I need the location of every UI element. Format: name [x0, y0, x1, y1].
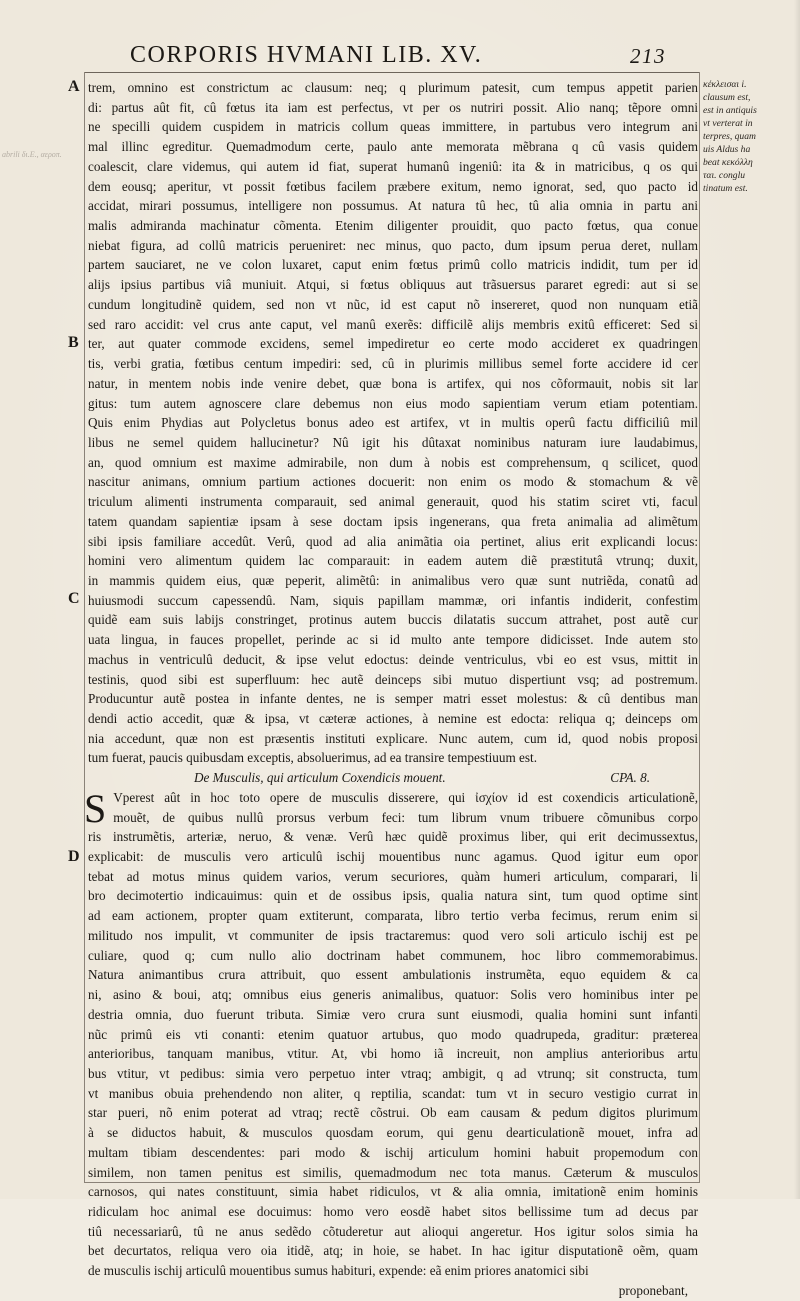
text-block-2-line: bus vtitur, vt pedibus: simia vero perpetuo inter vtraq; ambigit, q ad vtrunq; sit constructa, tum — [88, 1065, 698, 1081]
text-block-2-line: carnosos, qui nates constituunt, simia habet ridiculos, vt & alia omnia, imitationẽ enim hominis — [88, 1184, 698, 1200]
text-block-2-line: explicabit: de musculis vero articulû ischij mouentibus nunc agamus. Quod igitur eum opor — [88, 849, 698, 865]
text-block-2-line: culiare, quod q; cum nullo alio doctrinam habet communem, hoc libro commemorabimus. — [88, 947, 698, 963]
text-block-1-line: quidẽ eam suis labijs constringet, protinus autem buccis dilatatis succum attrahet, post autẽ cur — [88, 612, 698, 628]
header-rule — [84, 72, 700, 73]
text-block-1-line: cundum longitudinẽ quidem, sed non vt nũc, id est caput nõ insereret, quod non nunquam etiã — [88, 296, 698, 312]
text-block-1-line: huiusmodi succum capessendû. Nam, siquis papillam mammæ, ori infantis indiderit, confestim — [88, 592, 698, 608]
running-header — [130, 42, 690, 70]
text-block-2-line: destria omnia, duo fuerunt tributa. Simiæ vero crura sunt eiusmodi, qualia homini sunt infanti — [88, 1006, 698, 1022]
text-block-1-line: dendi actio accedit, quæ & ipsa, vt cæteræ actiones, à nemine est edocta: reliqua q; deinceps om — [88, 711, 698, 726]
marginal-note-line: vt verterat in — [703, 118, 753, 129]
text-block-1-line: an, quod omnium est maxime admirabile, non dum à nobis est comprehensum, q scilicet, quod — [88, 454, 698, 470]
text-block-1-line: nia accedunt, quæ non est præsentis instituti explicare. Nunc autem, cum id, quod nobis proposi — [88, 730, 698, 746]
text-block-1-line: niebat figura, ad collû matricis perueniret: nec minus, quo pacto, dum ipsum perua deret, nullam — [88, 237, 698, 253]
text-block-1-line: tum fuerat, paucis quibusdam exceptis, absoluerimus, ad ea transire tempestiuum est. — [88, 750, 537, 766]
text-block-1-line: tis, verbi gratia, fœtibus centum impediri: sed, cû in plurimis millibus semel forte accidere id cer — [88, 356, 698, 372]
section-letter-a: A — [68, 78, 80, 95]
marginal-note-line: terpres, quam — [703, 131, 756, 142]
text-block-1-line: sibi ipsis familiare accedût. Verû, quod ad alia animãtia oia pertinet, alius erit explicandi locus: — [88, 533, 698, 549]
text-block-2-line: Natura animantibus crura attribuit, quo essent ambulationis instrumẽta, equo equidem & ca — [88, 967, 698, 983]
text-block-2-line: tiû necessariarû, tû ne anus sedẽdo cõtuderetur aut alioqui angeretur. Hos igitur solos simia ha — [88, 1223, 698, 1239]
text-block-1-line: ter, aut quater commode excidens, semel impediretur eo certe modo accideret ex quadringen — [88, 336, 698, 352]
text-block-1-line: gitus: tum autem agnoscere clare debemus non eius modo sapientiam verum etiam potentiam. — [88, 395, 698, 411]
main-text-column — [84, 78, 700, 1301]
marginal-note-line: κέκλεισαι i. — [703, 79, 747, 90]
text-block-2-line: à se diductos habuit, & musculos quosdam eorum, qui genu dearticulationẽ mouet, infra ad — [88, 1125, 698, 1141]
text-block-2-line: star pueri, nõ enim poterat ad vtraq; rectẽ cõstrui. Ob eam causam & pedum digitos plurimum — [88, 1105, 698, 1121]
text-block-2-line: Vperest aût in hoc toto opere de musculis disserere, qui ἰσχίον id est coxendicis articulationẽ, — [113, 789, 698, 805]
text-block-1-line: trem, omnino est constrictum ac clausum: neq; q plurimum patesit, cum tempus appetit parien — [88, 80, 698, 95]
text-block-1-line: libus ne semel quidem hallucinetur? Nû igit his dûtaxat nominibus naturam iure laudabimus, — [88, 434, 698, 450]
marginal-note — [703, 78, 799, 195]
text-block-2-line: ni, asino & boui, atq; omnibus eius generis animalibus, quatuor: Solis vero hominibus inter pe — [88, 987, 698, 1003]
text-block-1-line: testinis, quod sibi est superfluum: hec autẽ deinceps sibi mutuo dispertiunt vsq; ad postremum. — [88, 671, 698, 687]
text-block-1-line: mal illinc egreditur. Quemadmodum certe, paulo ante memorata mẽbrana q cû vasis quidem — [88, 139, 698, 155]
text-block-1-line: alijs ipsius partibus viâ muniuit. Atqui, si fœtus obliquus aut trãsuersus pararet egredi: aut si se — [88, 277, 698, 293]
text-block-1-line: partem sauciaret, ne ve colon luxaret, caput enim fœtus primû collo matricis indidit, tum per id — [88, 257, 698, 273]
page-number: 213 — [630, 44, 666, 68]
text-block-2-line: bro decimotertio indicauimus: quin et de ossibus ipsis, qualia natura sint, tum quod optime sint — [88, 888, 698, 904]
text-block-2-line: nũc primû eis vti conanti: etenim quatuor artubus, quo modo quadrupeda, graditur: præterea — [88, 1026, 698, 1042]
text-block-2-line: bet decurtatos, reliqua vero oia itidẽ, atq; in hoie, se habet. In hac igitur disputationẽ oẽm, quam — [88, 1243, 698, 1259]
text-block-2-line: militudo nos impulit, vt communiter de ipsis tractaremus: quod vero soli articulo ischij est pe — [88, 927, 698, 943]
text-block-1-line: tatem quandam sapientiæ ipsam à sese doctam ipsis ingenerans, qua freta animalia ad alimẽtum — [88, 513, 698, 529]
text-block-2-line: tebat ad motus minus quidem varios, verum securiores, quàm humeri articulum, comparari, li — [88, 868, 698, 884]
section-letter-c: C — [68, 590, 80, 607]
marginal-note-line: ται. conglu — [703, 170, 746, 181]
chapter-number: CPA. 8. — [610, 770, 650, 786]
marginal-note-line: tinatum est. — [703, 183, 748, 194]
text-block-1-line: di: partus aût fit, cû fœtus ita iam est perfectus, vt per os nutriri possit. Alio nanq; tẽpore omni — [88, 99, 698, 115]
text-block-1-line: sed raro accidit: vel crus ante caput, vel manû exerẽs: difficilẽ alijs membris exitû efficeret: Sed si — [88, 316, 698, 332]
text-block-1-line: malis admiranda machinatur cõmenta. Etenim diligenter prouidit, quo pacto fœtus, qua conue — [88, 218, 698, 234]
text-block-2-line: ris instrumẽtis, arteriæ, neruo, & venæ. Verû hæc quidẽ proximus liber, qui erit decimussextus, — [88, 829, 698, 845]
marginal-note-line: beat κεκόλλη — [703, 157, 753, 168]
text-block-1 — [84, 78, 700, 768]
catchword: proponebant, — [618, 1282, 688, 1298]
text-block-2-line: ad eam actionem, propter quam extiterunt, comparata, libro tertio verba fecimus, rerum enim si — [88, 908, 698, 924]
text-block-1-line: homini vero alimentum quidem lac comparauit: in eadem autem diẽ præstitutâ vtrunq; duxit, — [88, 553, 698, 569]
text-block-2-line: multam tibiam descendentes: pari modo & ischij articulum homini habuit propemodum con — [88, 1144, 698, 1160]
text-block-1-line: uata lingua, in fauces propellet, perinde ac si id multo ante tempore didicisset. Inde autem sto — [88, 632, 698, 648]
chapter-heading — [84, 768, 700, 788]
running-title: CORPORIS HVMANI LIB. XV. — [130, 42, 483, 68]
marginal-note-line: clausum est, — [703, 92, 751, 103]
text-block-1-line: Producuntur autẽ postea in infante dentes, ne is semper matri esset molestus: & cû dentibus man — [88, 691, 698, 707]
faint-margin-annotation: abrili δι.Ε., αεροπ. — [2, 150, 62, 159]
text-block-2-line: ridiculam hoc animal ese docuimus: homo vero eosdẽ habet sitos bellissime tum ad decus par — [88, 1203, 698, 1219]
text-block-1-line: ne specilli quidem cuspidem in matricis collum queas immittere, in partubus vero integrum ani — [88, 119, 698, 135]
text-block-1-line: accidat, mirari possumus, intelligere non possumus. At natura tû hec, tû alia omnia in partu ani — [88, 198, 698, 214]
text-block-1-line: coalescit, clare videmus, qui autem id fiat, superat humanû ingeniû: ita & in matricibus, q os qui — [88, 158, 698, 174]
text-block-2-line: anterioribus, tanquam manibus, vtitur. At, vbi homo iã increuit, non amplius anterioribus artu — [88, 1046, 698, 1062]
text-block-1-line: machus in ventriculû deducit, & ipse velut edoctus: deinde ventriculus, vbi eo est vsus, mittit in — [88, 651, 698, 667]
text-block-1-line: Quis enim Phydias aut Polycletus bonus adeo est artifex, vt in multis operû factu difficiliû mil — [88, 415, 698, 431]
drop-cap: S — [84, 785, 107, 831]
section-letter-d: D — [68, 848, 80, 865]
text-block-1-line: in mammis quidem eius, quæ peperit, alimẽtû: in animalibus vero quæ sunt nutriẽda, conatû ad — [88, 572, 698, 588]
chapter-title: De Musculis, qui articulum Coxendicis mouent. — [194, 770, 446, 786]
text-block-1-line: nascitur animans, omnium partium actiones docuerit: non enim os modo & stomachum & vẽ — [88, 474, 698, 490]
text-block-2-line: de musculis ischij articulû mouentibus sumus habituri, expende: eã enim priores anatomici sibi — [88, 1263, 589, 1279]
text-block-1-line: triculum alimenti instrumenta comparauit, sed animal generauit, quod his statim sciret vti, facul — [88, 494, 698, 510]
marginal-note-line: est in antiquis — [703, 105, 757, 116]
text-block-1-line: dem eousq; aperitur, vt possit fœtibus facilem præbere exitum, nemo ignorat, sed, quo pacto id — [88, 178, 698, 194]
text-block-2-line: vt manibus obuia prehendendo non aliter, q reptilia, scandat: tum vt in securo vestigio currat in — [88, 1085, 698, 1101]
text-block-1-line: natur, in mentem nobis inde venire debet, quæ bona is artifex, qui nos cõformauit, nobis sit lar — [88, 375, 698, 391]
text-block-2-line: similem, non tamen penitus est similis, quemadmodum nec tota manus. Cæterum & musculos — [88, 1164, 698, 1180]
section-letter-b: B — [68, 334, 79, 351]
marginal-note-line: uis Aldus ha — [703, 144, 751, 155]
text-block-2-line: mouẽt, de quibus nullû prorsus verbum feci: tum librum vnum tribuere cõmunibus corpo — [113, 809, 698, 825]
text-block-2 — [84, 785, 700, 1281]
